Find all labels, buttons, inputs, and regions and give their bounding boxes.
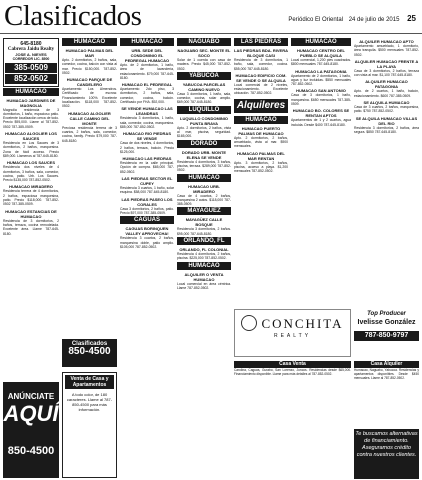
listing-text: Residencia 4 dormitorios, 2 baños, piscina. $225,000 787-852-0502. [177, 252, 231, 261]
casa-alquiler-box [354, 361, 419, 380]
listing-text: Apartamentos de 1 y 2 cuartos, agua incluida. Desde $400 787-645-8180. [291, 118, 351, 127]
listing-title: ALQUILER O VENTA HUMACAO [184, 271, 224, 282]
conchita-logo-box [234, 309, 351, 357]
listing-title: SE VENDE HUMACAO LAS LEANDRAS [121, 106, 173, 117]
listing-text: Residencia terrera de 4 dormitorios, 2 baños, espaciosa marquesina, patio. Precio $118,000. 787-852-0502 787-385-0509. [3, 189, 59, 207]
listing-text: Apto. 2 dormitorios, 2 baños, sala, comedor, cocina, balcón con vista al mar. Precio $150,000. 787-852-0502. [62, 58, 117, 75]
listing-title: HUMACAO PARQUE DE CANDELERO [66, 77, 113, 88]
listing-title: HUMACAO ALGOLIER CALLE CAMINO DEL MONTE [68, 110, 111, 126]
listing-text: Casa de 3 cuartos, 2 baños, marquesina, patio. $750 787-852-0502. [354, 105, 419, 114]
listing-title: HUMACAO EDIFICIO COM. SE VENDE O SE ALQUILA [235, 72, 287, 83]
listing-text: Local comercial en área céntrica. Llame 787-852-0502. [177, 281, 231, 290]
listing-title: HUMACAO LOS SAUCES [6, 160, 55, 166]
listing-text: Local comercial, 1,200 pies cuadrados. $800 mensuales 787-645-8180. [291, 58, 351, 67]
listing-title: MAYAGÜEZ CALLE BOSQUE [185, 217, 223, 228]
section-header: LUQUILLO [177, 106, 231, 114]
listing-title: ORLANDO, FL COLONIAL [179, 247, 229, 253]
listing-text: Casa 3 dormitorios, 2 baños, patio. Precio $97,000 787-385-0509. [120, 206, 174, 215]
header-meta [288, 14, 416, 23]
listing-text: Apto. de 2 cuartos, 1 baño, balcón, estacionamiento. $600 787-385-0509. [354, 89, 419, 98]
section-title: Clasificados [4, 0, 142, 32]
financing-promo: Te buscamos alternativas de financiamiento. Aseguramos crédito contra nuestros clientes. [354, 429, 419, 479]
sale-promo-box [62, 372, 117, 478]
listing-title: HUMACAO RIO PIEDRAS SE VENDE [122, 131, 171, 142]
casa-alquiler-header: Casa Alquiler [354, 361, 419, 368]
listing-text: Local comercial de 2 niveles, estacionamiento. Excelente ubicación. 787-852-0502. [234, 82, 288, 96]
masthead [0, 0, 422, 34]
listing-text: Residencia 3 dormitorios, 2 baños. $95,000 787-645-8180. [177, 227, 231, 236]
listing-title: ALQUILER HUMACAO PATAGONIA [365, 79, 408, 90]
listing-title: HUMACAO CENTRO DEL PUEBLO SE ALQUILA [297, 48, 345, 58]
agent-phone: 787-850-9797 [354, 331, 419, 341]
listing-text: Residencia en Los Sauces de 3 dormitorios, 2 baños, marquesina. Zona de fácil acceso. Precio $89,000. Llamenos al 787-645-8180. [3, 141, 59, 158]
listing-title: HUMACAO LAS PIEDRAS [122, 156, 172, 162]
section-header: DORADO [177, 140, 231, 148]
listing-title: HUMACAO ESTANCIAS DE HUMACAO [5, 208, 57, 219]
casa-venta-text: Carolina, Caguas, Gurabo, San Lorenzo, Juncos. Residencias desde $65,000. Financiamiento disponible. Llame para más detalles al 787-852-0502. [234, 368, 351, 376]
conchita-seal-icon [241, 315, 257, 331]
listing-text: Apto. 2 dormitorios, 2 baños, amueblado, vista al mar. $900 mensuales. [234, 135, 288, 149]
phone-box-1: 385-0509 [5, 63, 57, 73]
paper-name: Periódico El Oriental [288, 17, 344, 23]
sale-promo-title: Venta de Casa y Apartamentos [65, 375, 114, 389]
listing-title: HUMACAO JARDINES DE MAGNOLIA [6, 97, 56, 108]
listing-title: HUMACAO EL PEDREGAL [121, 82, 173, 88]
listing-text: Casa de 3 dormitorios, 2 baños, terraza con vista al mar. $1,100 787-645-8180. [354, 68, 419, 78]
listing-text: Residencia dos niveles de 4 dormitorios, 3 baños, sala, comedor, cocina, patio. Urb. Los Sauces. Precio $135,000 787-852-0502. [3, 165, 59, 183]
listing-title: HUMACAO SAN ANTONIO [296, 88, 346, 94]
listing-title: LAS PIEDRAS BDA. RIVERA BLOQUE CASI [234, 48, 288, 58]
listing-text: Preciosa residencia terrera de 3 cuartos, 2 baños, sala, comedor, cocina, family. Precio $79,000 787-645-8180. [62, 125, 117, 143]
classifieds-phone: 850-4500 [68, 346, 111, 358]
conchita-sub: REALTY [273, 333, 312, 340]
listing-text: Apto. 2 dormitorios, 2 baños, vista al mar, piscina, seguridad. $165,000. [177, 125, 231, 139]
listing-text: Apto. de 2 dormitorios, 1 baño, área de lavandería, estacionamiento. $79,000 787-645-8180. [120, 63, 174, 80]
listing-text: Residencia 4 dormitorios, 3 baños, piscina, terraza. $289,000 787-852-0502. [177, 159, 231, 173]
listing-text: Residencia de 3 dormitorios, 2 baños, terraza, cocina remodelada. Excelente área. Llame 787-645-8180. [3, 218, 59, 236]
listing-text: Magnolia residencia de 3 dormitorios, 1 baño, espacioso patio. Excelente localización cerca de todo. Precio $95,000. Llame al 787-852-0502 787-385-0509. [3, 107, 59, 129]
listing-text: Casa de 4 cuartos, 2 baños, marquesina 2 autos. $118,000 787-385-0509. [177, 193, 231, 207]
agent-display-name: Ivelisse González [357, 319, 416, 326]
top-producer-label: Top Producer [367, 311, 406, 317]
listing-title: URB. SEDE DEL CONDOMINIO EL PEDREGAL HUMACAO [124, 48, 170, 63]
listing-text: Residencia 3 cuartos, 2 baños, marquesina doble, patio amplio. $105,000 787-852-0502. [120, 236, 174, 249]
listing-text: Casa de 3 dormitorios, 1 baño, marquesina. $650 mensuales 787-385-0509. [291, 93, 351, 107]
listing-title: CAGUAS BORINQUEN VALLEY APROVECHA! [125, 226, 169, 237]
listing-title: DORADO URB. MONTE ELENA SE VENDE [181, 149, 227, 160]
listing-title: ALQUILER HUMACAO APTO [359, 39, 414, 44]
listing-title: NAGUABO SEC. MONTE EL SOCO [177, 48, 231, 58]
section-header: HUMACAO [3, 88, 59, 96]
casa-venta-header: Casa Venta [234, 361, 351, 368]
listing-text: Casa de dos niveles, 4 dormitorios, 2 baños, terraza, balcón. Precio $125,000. [120, 141, 174, 154]
realty-banner [3, 38, 59, 87]
listing-title: ALQUILER HUMACAO FRENTE A LA PLAYA [354, 58, 419, 69]
phone-box-2: 852-0502 [5, 74, 57, 84]
listing-title: LAS PIEDRAS SECTOR EL CUPEY [121, 176, 173, 187]
casa-venta-box [234, 361, 351, 376]
section-header: HUMACAO [120, 38, 174, 46]
section-header: ORLANDO, FL [177, 237, 231, 245]
advertise-box [3, 382, 59, 478]
agent-name: JOSE A. NIEVES [15, 52, 47, 57]
column-4 [177, 37, 231, 478]
casa-alquiler-text: Humacao, Naguabo, Yabucoa. Residencias y apartamentos disponibles. Desde $450 mensuales. Llame al 787-852-0502. [354, 368, 419, 380]
classifieds-label: Clasificados [71, 341, 108, 347]
conchita-realty-block [234, 309, 419, 478]
listing-text: Residencia 3 dormitorios, 1 baño, sala, comedor, cocina, marquesina. $85,000 787-852-0502. [120, 116, 174, 129]
section-header: HUMACAO [177, 262, 231, 270]
sale-promo-text: A todo color, de 180 caracteres. Llame al 787-850-4500 para más información. [66, 392, 113, 412]
advertise-label-2: AQUÍ [3, 401, 59, 426]
column-3 [120, 37, 174, 478]
conchita-logo [235, 316, 350, 333]
rentals-banner: Alquileres [234, 99, 288, 113]
listing-title: HUMACAO ALGOLIER LOS SAUCES [5, 131, 57, 142]
section-header: CAGUAS [120, 216, 174, 224]
listing-title: SE ALQUILA HUMACAO [363, 100, 410, 106]
column-2 [62, 37, 117, 478]
listing-text: Residencia de 3 dormitorios, 1 baño, sala, comedor, cocina. $55,000 787-645-8180. [234, 58, 288, 71]
listing-title: HUMACAO MIRADERO [9, 184, 53, 190]
listing-text: Apto. 3 dormitorios, 2 baños, piscina, acceso a playa. $1,200 mensuales 787-852-0502. [234, 160, 288, 174]
listing-text: Casa 3 dormitorios, 1 baño, sala, comedor, cocina, solar amplio. $69,000 787-645-8180. [177, 91, 231, 105]
broker-license: CORREDOR LIC. 8500 [12, 57, 50, 62]
listing-title: HUMACAO PUERTO PALMAS DE HUMACAO [238, 125, 284, 136]
listing-title: HUMACAO PALMAS DEL MAR [65, 48, 114, 58]
listing-text: Apartamento 2do piso, 3 dormitorios, 2 baños, sala, comedor, cocina, balcón. Certificado por FHA. $92,000. [120, 87, 174, 105]
listing-text: Residencia en la calle principal. Opción de compra. $65,000 787-852-0502. [120, 161, 174, 174]
issue-date: 24 de julio de 2015 [348, 17, 400, 23]
banner-phone: 645-8180 [20, 41, 42, 47]
advertise-phone: 850-4500 [7, 445, 55, 457]
section-header: HUMACAO [291, 38, 351, 46]
listing-text: Apartamento de 2 dormitorios, 1 baño, agua y luz incluidas. $550 mensuales 787-852-0502. [291, 73, 351, 87]
listing-title: HUMACAO PALMAS DEL MAR RENTAN [237, 150, 285, 161]
listing-title: LAS PIEDRAS PASEO LOS CORALES [121, 196, 173, 207]
section-header: YABUCOA [177, 72, 231, 80]
classifieds-phone-box [62, 339, 117, 367]
listing-text: Solar de 1 cuerda con casa de madera. Precio $45,000 787-852-0502. [177, 58, 231, 71]
page-number: 25 [407, 14, 416, 23]
section-header: HUMACAO [234, 116, 288, 124]
listing-title: LUQUILLO CONDOMINIO PUNTA BRAVA [180, 115, 228, 126]
listing-text: Apartamento Los Almendros. Certificado de escrow. Financiamiento 100%. Excelente localización. $118,000 787-852-0502. [62, 87, 117, 109]
top-producer-box [354, 309, 419, 357]
listing-text: Residencia 3 dormitorios, 2 baños, área segura. $850 787-645-8180. [354, 125, 419, 134]
section-header: MAYAGÜEZ [177, 207, 231, 215]
column-1 [3, 37, 59, 478]
listing-title: SE ALQUILA HUMACAO VILLAS DEL RIO [355, 115, 418, 126]
listing-text: Residencia 3 cuartos, 1 baño, solar esquina. $58,000 787-645-8180. [120, 186, 174, 195]
section-header: HUMACAO [62, 38, 117, 46]
conchita-name: CONCHITA [261, 316, 344, 331]
listing-text: Apartamento amueblado, 1 dormitorio, área tranquila. $500 mensuales 787-852-0502. [354, 44, 419, 57]
listing-title: HUMACAO LA PATAGONIA [295, 68, 347, 74]
classifieds-grid [3, 37, 419, 478]
section-header: HUMACAO [177, 174, 231, 182]
section-header: NAGUABO [177, 38, 231, 46]
banner-name: Cabrera Jaidu Realty [7, 47, 55, 52]
listing-title: HUMACAO BO. COLORES SE RENTAN APTOS [292, 108, 350, 119]
listing-title: HUMACAO URB. MIRADERO [188, 183, 220, 194]
listing-title: YABUCOA PARCELAS CAMINO NUEVO [182, 81, 226, 92]
advertise-label-1: ANÚNCIATE [7, 392, 55, 401]
section-header: LAS PIEDRAS [234, 38, 288, 46]
